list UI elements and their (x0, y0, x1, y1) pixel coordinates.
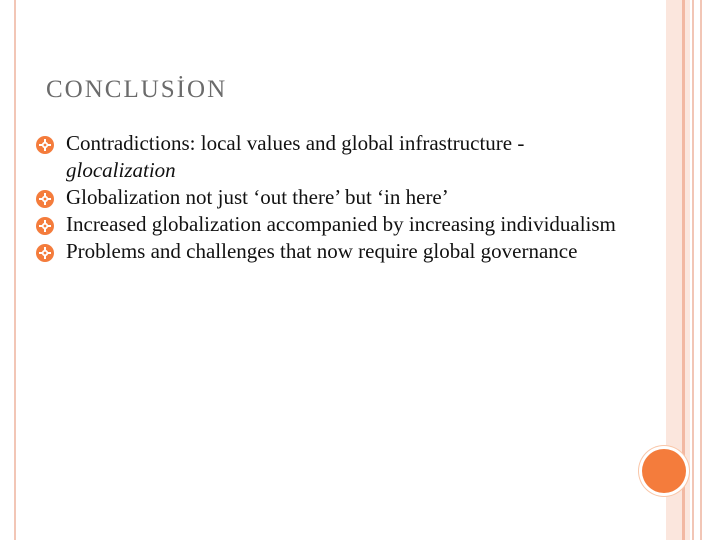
right-border-rule (692, 0, 694, 540)
bullet-item (36, 211, 616, 238)
bullet-item (36, 238, 616, 265)
slide-title: CONCLUSİON (46, 76, 228, 103)
bullet-text: Increased globalization accompanied by increasing individualism (66, 212, 616, 236)
gear-icon (36, 217, 54, 235)
left-border-rule (14, 0, 16, 540)
bullet-list (36, 130, 616, 265)
bullet-text: Globalization not just ‘out there’ but ‘in here’ (66, 185, 449, 209)
gear-icon (36, 244, 54, 262)
bullet-text: Problems and challenges that now require global governance (66, 239, 578, 263)
bullet-emphasis: glocalization (66, 158, 176, 182)
bullet-item (36, 184, 616, 211)
bullet-text: Contradictions: local values and global infrastructure - (66, 131, 525, 155)
gear-icon (36, 190, 54, 208)
gear-icon (36, 136, 54, 154)
right-border-rule (700, 0, 702, 540)
bullet-item (36, 130, 616, 184)
circle-decoration (642, 449, 686, 493)
